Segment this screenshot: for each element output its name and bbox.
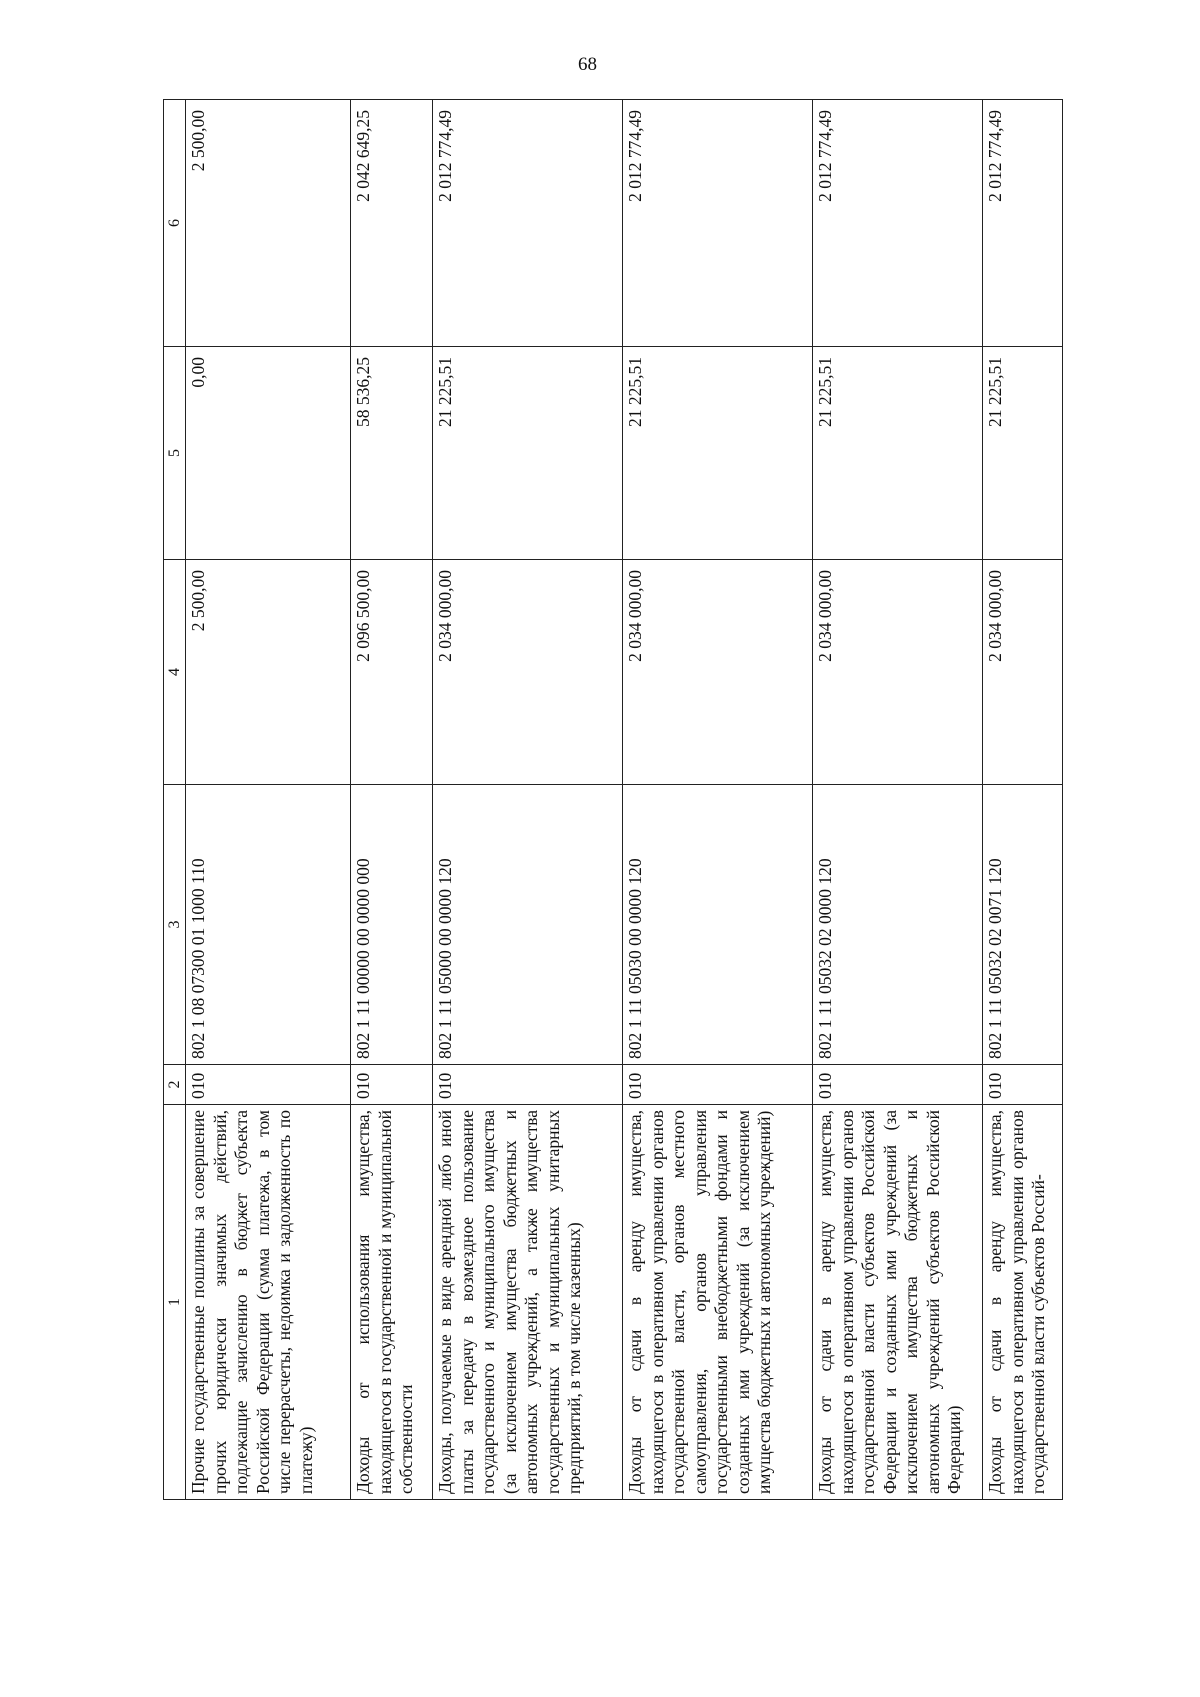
header-col-5: 5 [164,347,186,560]
row-executed: 58 536,25 [351,347,433,560]
header-col-1: 1 [164,1105,186,1500]
row-line-code: 010 [983,1065,1063,1105]
row-description: Доходы от сдачи в аренду имущества, находящегося в оперативном управлении органов государственной власти, органов местного самоуправления, органов управления государственными внебюджетными фондами и созданных ими учреждений (за исключением имущества бюджетных и автономных учреждений) [623,1105,813,1500]
row-description: Доходы, получаемые в виде арендной либо иной платы за передачу в возмездное пользование государственного и муниципального имущества (за исключением имущества бюджетных и автономных учреждений, а также имущества государственных и муниципальных унитарных предприятий, в том числе казенных) [433,1105,623,1500]
row-budget-code: 802 1 11 05032 02 0071 120 [983,785,1063,1065]
header-row [164,100,186,1500]
row-executed: 0,00 [186,347,351,560]
table-row [186,100,351,1500]
page-number: 68 [578,54,597,75]
row-description: Доходы от использования имущества, находящегося в государственной и муниципальной собственности [351,1105,433,1500]
row-description: Доходы от сдачи в аренду имущества, находящегося в оперативном управлении органов государственной власти субъектов Россий- [983,1105,1063,1500]
row-unexecuted: 2 012 774,49 [623,100,813,347]
row-budget-code: 802 1 08 07300 01 1000 110 [186,785,351,1065]
row-executed: 21 225,51 [983,347,1063,560]
row-approved: 2 034 000,00 [623,560,813,785]
row-line-code: 010 [351,1065,433,1105]
row-budget-code: 802 1 11 05000 00 0000 120 [433,785,623,1065]
row-budget-code: 802 1 11 05030 00 0000 120 [623,785,813,1065]
table-row [813,100,983,1500]
row-line-code: 010 [623,1065,813,1105]
row-budget-code: 802 1 11 00000 00 0000 000 [351,785,433,1065]
row-line-code: 010 [433,1065,623,1105]
row-unexecuted: 2 012 774,49 [813,100,983,347]
row-unexecuted: 2 500,00 [186,100,351,347]
row-approved: 2 034 000,00 [433,560,623,785]
row-approved: 2 096 500,00 [351,560,433,785]
row-executed: 21 225,51 [813,347,983,560]
table-row [351,100,433,1500]
header-col-3: 3 [164,785,186,1065]
row-budget-code: 802 1 11 05032 02 0000 120 [813,785,983,1065]
row-line-code: 010 [813,1065,983,1105]
header-col-2: 2 [164,1065,186,1105]
row-approved: 2 500,00 [186,560,351,785]
row-line-code: 010 [186,1065,351,1105]
row-approved: 2 034 000,00 [983,560,1063,785]
row-approved: 2 034 000,00 [813,560,983,785]
header-col-4: 4 [164,560,186,785]
table-row [623,100,813,1500]
row-unexecuted: 2 042 649,25 [351,100,433,347]
row-executed: 21 225,51 [623,347,813,560]
table-row [433,100,623,1500]
row-unexecuted: 2 012 774,49 [983,100,1063,347]
row-unexecuted: 2 012 774,49 [433,100,623,347]
header-col-6: 6 [164,100,186,347]
revenue-table [163,99,1063,1500]
row-description: Прочие государственные пошлины за совершение прочих юридически значимых действий, подлежащие зачислению в бюджет субъекта Российской Федерации (сумма платежа, в том числе перерасчеты, недоимка и задолженность по платежу) [186,1105,351,1500]
table-row [983,100,1063,1500]
row-description: Доходы от сдачи в аренду имущества, находящегося в оперативном управлении органов государственной власти субъектов Российской Федерации и созданных ими учреждений (за исключением имущества бюджетных и автономных учреждений субъектов Российской Федерации) [813,1105,983,1500]
rotated-table-container [163,100,1108,1500]
row-executed: 21 225,51 [433,347,623,560]
